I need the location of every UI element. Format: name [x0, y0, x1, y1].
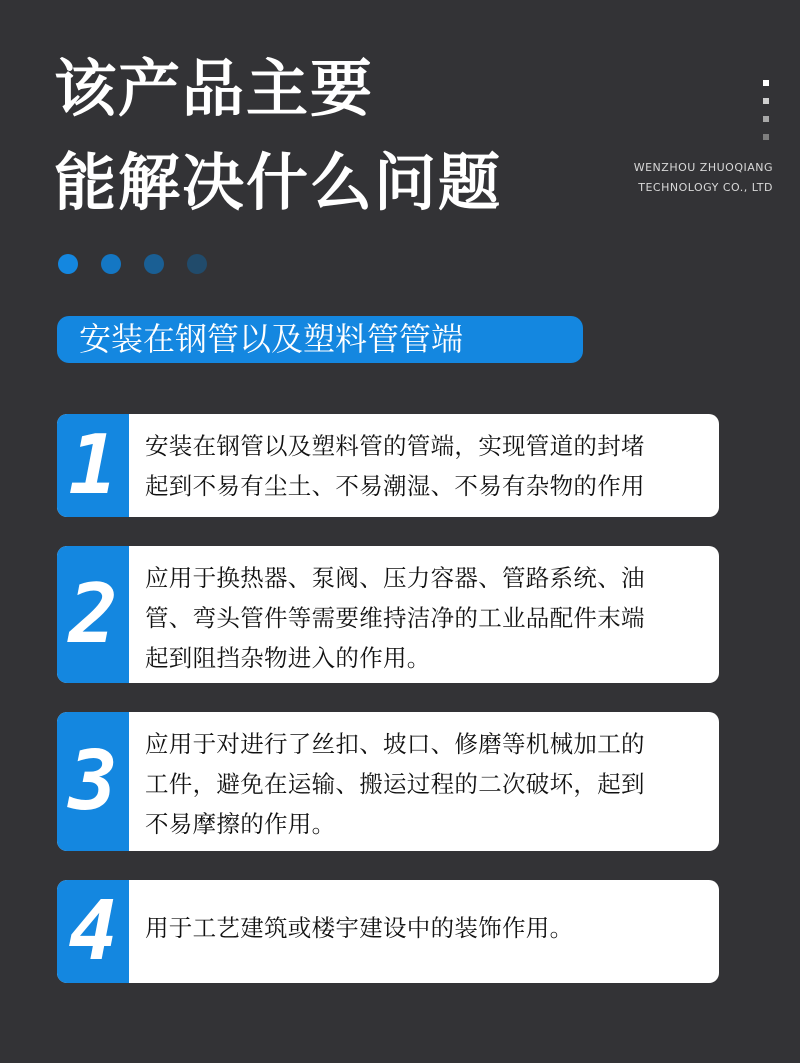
- card-number-box: [57, 880, 129, 983]
- square-dot-icon: [763, 116, 769, 122]
- company-name: [634, 158, 773, 198]
- card-number: 3: [68, 733, 118, 829]
- page-title-line-2: 能解决什么问题: [54, 146, 503, 219]
- dot-icon: [101, 254, 121, 274]
- card-text: 应用于换热器、泵阀、压力容器、管路系统、油 管、弯头管件等需要维持洁净的工业品配件末端 起到阻挡杂物进入的作用。: [145, 564, 645, 672]
- feature-card-4: [57, 880, 719, 983]
- company-name-line-2: TECHNOLOGY CO., LTD: [638, 181, 773, 194]
- card-number-box: [57, 712, 129, 851]
- card-text: 用于工艺建筑或楼宇建设中的装饰作用。: [145, 914, 574, 942]
- vertical-dots: [763, 80, 769, 152]
- card-number: 1: [68, 417, 118, 513]
- square-dot-icon: [763, 98, 769, 104]
- square-dot-icon: [763, 134, 769, 140]
- card-number-box: [57, 546, 129, 683]
- page-title-line-1: 该产品主要: [54, 52, 375, 125]
- square-dot-icon: [763, 80, 769, 86]
- card-number: 2: [68, 566, 118, 662]
- card-number: 4: [68, 883, 118, 979]
- feature-card-1: [57, 414, 719, 517]
- feature-card-2: [57, 546, 719, 683]
- card-number-box: [57, 414, 129, 517]
- dot-icon: [58, 254, 78, 274]
- feature-card-3: [57, 712, 719, 851]
- card-text: 应用于对进行了丝扣、坡口、修磨等机械加工的 工件，避免在运输、搬运过程的二次破坏，起到 不易摩擦的作用。: [145, 730, 645, 838]
- card-text: 安装在钢管以及塑料管的管端，实现管道的封堵 起到不易有尘土、不易潮湿、不易有杂物的作用: [145, 432, 645, 500]
- dot-icon: [144, 254, 164, 274]
- dot-icon: [187, 254, 207, 274]
- section-banner: 安装在钢管以及塑料管管端: [57, 316, 583, 363]
- decorative-dots: [58, 254, 207, 274]
- company-name-line-1: WENZHOU ZHUOQIANG: [633, 161, 773, 174]
